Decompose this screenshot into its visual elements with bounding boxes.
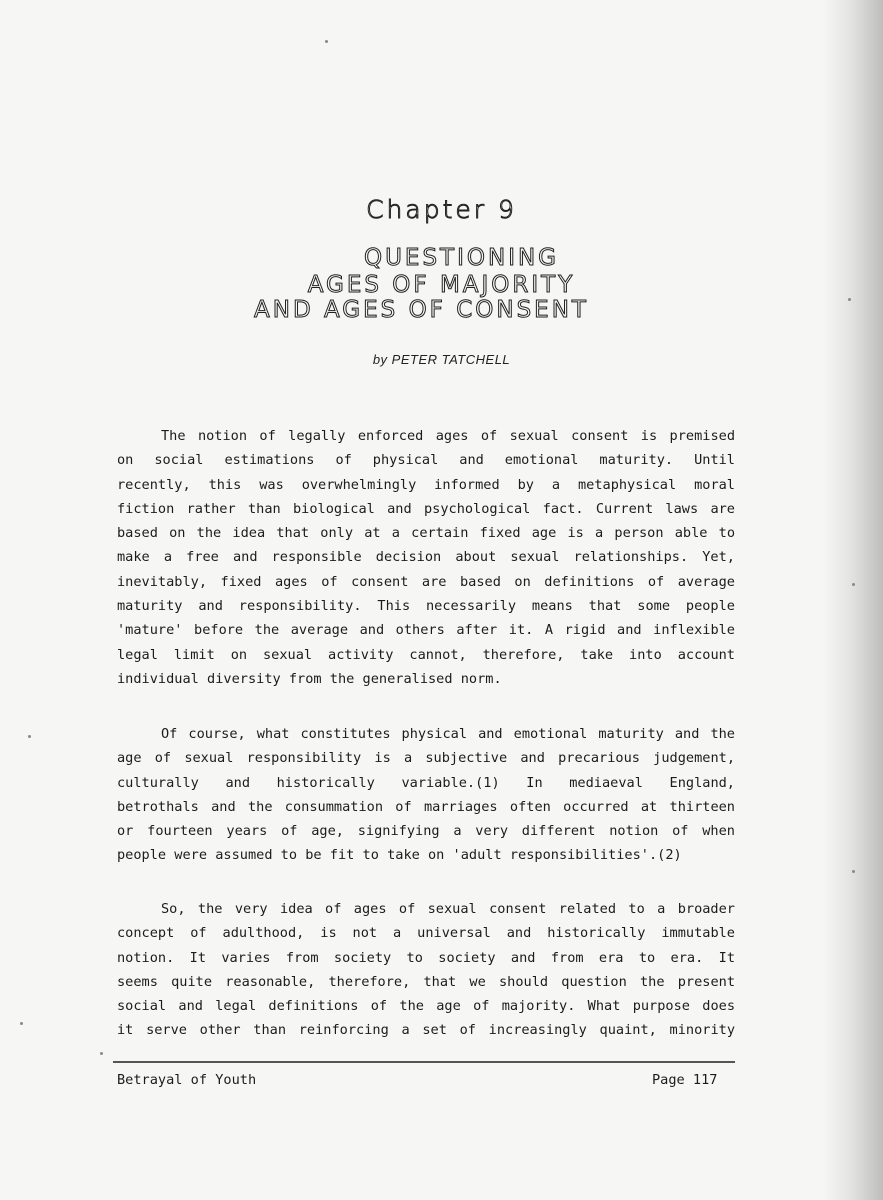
chapter-heading: Chapter 9: [366, 195, 517, 224]
author-byline: by PETER TATCHELL: [372, 352, 511, 367]
paragraph-3: [117, 897, 735, 1043]
scan-speck: [100, 1052, 103, 1055]
text-line: maturity and responsibility. This necessarily means that some people: [117, 598, 735, 615]
text-line: betrothals and the consummation of marriages often occurred at thirteen: [117, 798, 735, 815]
footer-page-number: Page 117: [652, 1072, 718, 1088]
footer-book-title: Betrayal of Youth: [117, 1072, 257, 1088]
text-line: legal limit on sexual activity cannot, therefore, take into account: [117, 646, 735, 663]
text-line: inevitably, fixed ages of consent are based on definitions of average: [117, 573, 735, 590]
text-line: it serve other than reinforcing a set of increasingly quaint, minority: [117, 1022, 735, 1039]
title-line-2: AGES OF MAJORITY: [307, 272, 576, 298]
footer-rule: [113, 1061, 735, 1063]
text-line: The notion of legally enforced ages of sexual consent is premised: [161, 428, 735, 444]
paragraph-2: [117, 722, 735, 868]
scan-speck: [325, 40, 328, 43]
scan-speck: [28, 735, 31, 738]
text-line: age of sexual responsibility is a subjective and precarious judgement,: [117, 750, 735, 767]
text-line: individual diversity from the generalised norm.: [117, 670, 502, 687]
title-line-3: AND AGES OF CONSENT: [254, 297, 589, 323]
text-line: based on the idea that only at a certain fixed age is a person able to: [117, 525, 735, 542]
scan-speck: [852, 583, 855, 586]
text-line: people were assumed to be fit to take on 'adult responsibilities'.(2): [117, 847, 682, 864]
text-line: on social estimations of physical and emotional maturity. Until: [117, 452, 735, 469]
title-line-1: QUESTIONING: [363, 245, 560, 271]
text-line: fiction rather than biological and psychological fact. Current laws are: [117, 500, 735, 517]
page-edge-shadow: [823, 0, 883, 1200]
scan-speck: [852, 870, 855, 873]
text-line: culturally and historically variable.(1) In mediaeval England,: [117, 774, 735, 791]
text-line: or fourteen years of age, signifying a very different notion of when: [117, 823, 735, 840]
text-line: make a free and responsible decision about sexual relationships. Yet,: [117, 549, 735, 566]
scan-speck: [20, 1022, 23, 1025]
text-line: So, the very idea of ages of sexual consent related to a broader: [161, 901, 735, 917]
text-line: seems quite reasonable, therefore, that we should question the present: [117, 973, 735, 990]
text-line: social and legal definitions of the age of majority. What purpose does: [117, 998, 735, 1015]
paragraph-1: [117, 424, 735, 691]
text-line: 'mature' before the average and others after it. A rigid and inflexible: [117, 622, 735, 639]
text-line: notion. It varies from society to society and from era to era. It: [117, 949, 735, 966]
text-line: Of course, what constitutes physical and emotional maturity and the: [161, 726, 735, 742]
text-line: recently, this was overwhelmingly informed by a metaphysical moral: [117, 476, 735, 493]
text-line: concept of adulthood, is not a universal and historically immutable: [117, 925, 735, 942]
